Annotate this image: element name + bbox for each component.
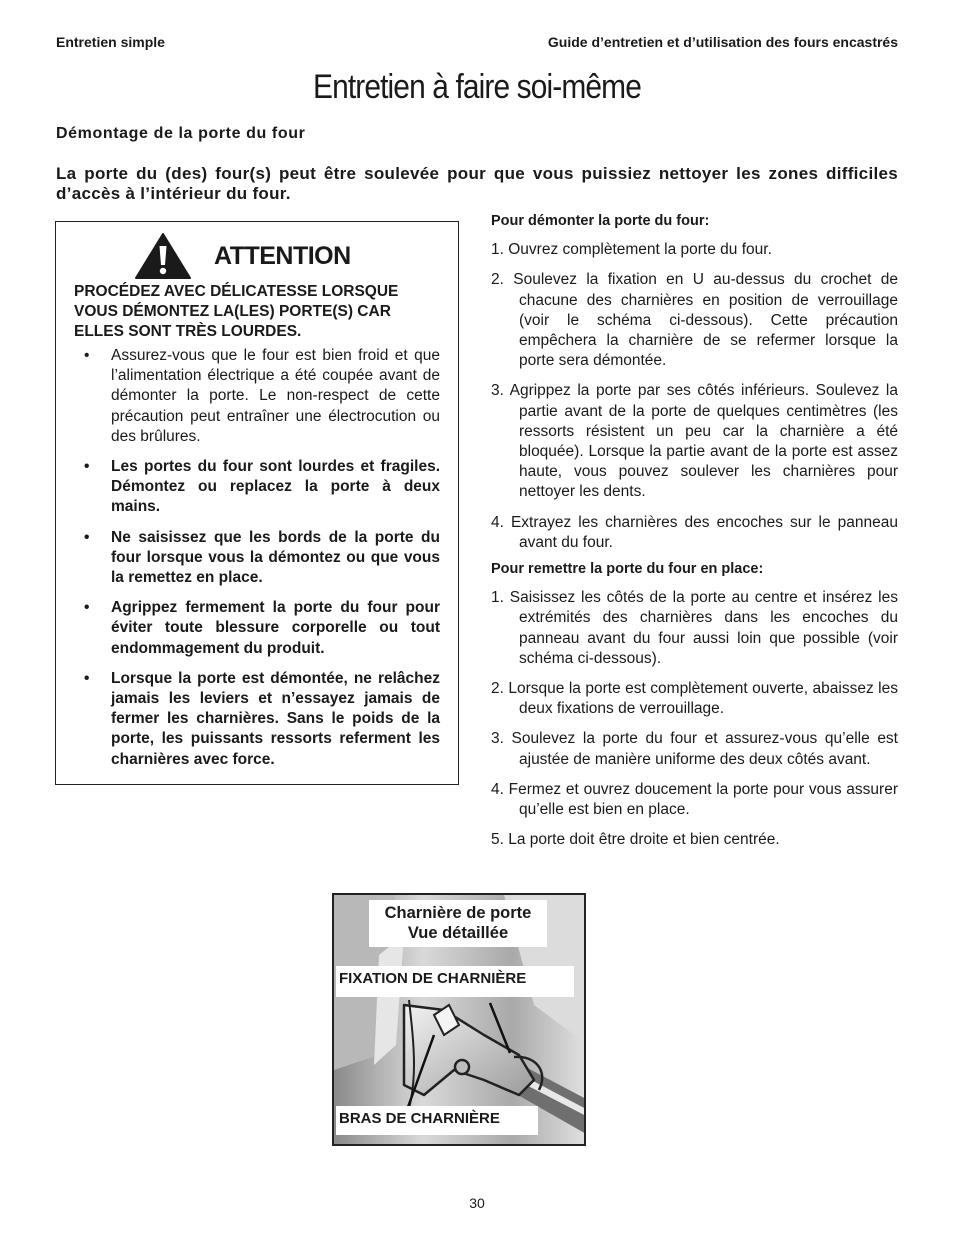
header-section-label: Entretien simple: [56, 34, 165, 50]
attention-box: [55, 221, 459, 785]
page-title: Entretien à faire soi-même: [312, 68, 641, 106]
hinge-lock-label: FIXATION DE CHARNIÈRE: [336, 966, 574, 997]
replace-step: 5. La porte doit être droite et bien centrée.: [491, 831, 780, 849]
replace-step: 3. Soulevez la porte du four et assurez-vous qu’elle est ajustée de manière uniforme des deux côtés avant.: [491, 730, 898, 768]
attention-bullet: • Lorsque la porte est démontée, ne relâchez jamais les leviers et n’essayez jamais de fermer les charnières. Sans le poids de la porte, les puissants ressorts referment les charnières avec force.: [84, 669, 440, 768]
remove-step: 4. Extrayez les charnières des encoches sur le panneau avant du four.: [491, 513, 898, 551]
remove-step: 1. Ouvrez complètement la porte du four.: [491, 241, 772, 259]
hinge-diagram: [332, 893, 586, 1146]
replace-step: 4. Fermez et ouvrez doucement la porte pour vous assurer qu’elle est bien en place.: [491, 780, 898, 819]
remove-steps-list: [491, 240, 898, 553]
header-guide-title: Guide d’entretien et d’utilisation des fours encastrés: [547, 34, 898, 50]
replace-heading: Pour remettre la porte du four en place:: [491, 561, 764, 578]
remove-step: 2. Soulevez la fixation en U au-dessus du crochet de chacune des charnières en position de verrouillage (voir le schéma ci-dessous). Cette précaution empêchera la charnière de se refermer lorsque la porte sera démontée.: [491, 271, 898, 370]
attention-lead-text: PROCÉDEZ AVEC DÉLICATESSE LORSQUE VOUS DÉMONTEZ LA(LES) PORTE(S) CAR ELLES SONT TRÈS LOURDES.: [74, 283, 399, 340]
attention-header: [134, 228, 351, 284]
attention-bullet: • Ne saisissez que les bords de la porte du four lorsque vous la démontez ou que vous la remettez en place.: [84, 528, 440, 587]
attention-bullet: • Les portes du four sont lourdes et fragiles. Démontez ou replacez la porte à deux mains.: [84, 458, 440, 516]
instructions-column: [491, 211, 898, 860]
attention-bullet-list: [74, 346, 440, 780]
section-subtitle: Démontage de la porte du four: [56, 125, 306, 142]
attention-bullet: • Assurez-vous que le four est bien froid et que l’alimentation électrique a été coupée avant de démonter la porte. Le non-respect de cette précaution peut entraîner une électrocution ou des brûlures.: [84, 347, 440, 445]
diagram-caption: Charnière de porte Vue détaillée: [369, 900, 547, 947]
page-number: 30: [469, 1195, 485, 1211]
hinge-arm-label: BRAS DE CHARNIÈRE: [336, 1106, 538, 1135]
warning-triangle-icon: [134, 232, 192, 280]
attention-heading: ATTENTION: [214, 241, 351, 270]
remove-heading: Pour démonter la porte du four:: [491, 213, 710, 229]
replace-steps-list: [491, 588, 898, 850]
replace-step: 1. Saisissez les côtés de la porte au centre et insérez les extrémités des charnières dans les encoches du panneau avant du four aussi loin que possible (voir schéma ci-dessous).: [491, 589, 898, 667]
attention-bullet: • Agrippez fermement la porte du four pour éviter toute blessure corporelle ou tout endommagement du produit.: [84, 599, 440, 657]
remove-step: 3. Agrippez la porte par ses côtés inférieurs. Soulevez la partie avant de la porte de quelques centimètres (les ressorts résistent un peu car la charnière a été bloquée). Lorsque la partie avant de la porte est assez haute, vous pouvez soulever les charnières pour nettoyer les dents.: [491, 382, 898, 501]
intro-paragraph: La porte du (des) four(s) peut être soulevée pour que vous puissiez nettoyer les zones difficiles d’accès à l’intérieur du four.: [56, 164, 898, 203]
replace-step: 2. Lorsque la porte est complètement ouverte, abaissez les deux fixations de verrouillage.: [491, 680, 898, 718]
